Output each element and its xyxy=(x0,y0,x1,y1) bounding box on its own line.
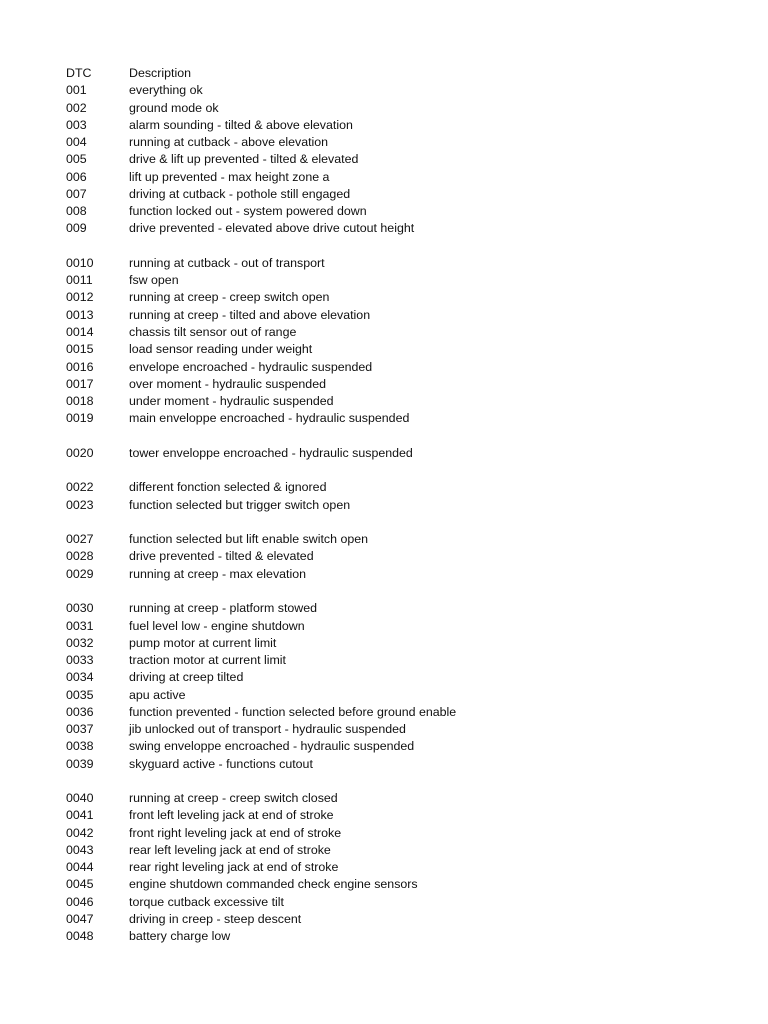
dtc-code: 0016 xyxy=(66,359,94,374)
dtc-description: function selected but trigger switch open xyxy=(129,497,351,512)
table-row xyxy=(66,359,706,376)
dtc-code: 0048 xyxy=(66,929,94,944)
table-row xyxy=(66,566,706,583)
dtc-code: 003 xyxy=(66,117,87,132)
dtc-code: 0047 xyxy=(66,912,94,927)
blank-row xyxy=(66,773,706,790)
dtc-description: function prevented - function selected before ground enable xyxy=(129,704,457,719)
dtc-description: battery charge low xyxy=(129,929,231,944)
dtc-description: drive prevented - tilted & elevated xyxy=(129,549,314,564)
table-row xyxy=(66,324,706,341)
dtc-description: running at cutback - out of transport xyxy=(129,255,325,270)
dtc-code: 0037 xyxy=(66,722,94,737)
dtc-code: 0036 xyxy=(66,704,94,719)
dtc-code: 0029 xyxy=(66,566,94,581)
table-row xyxy=(66,721,706,738)
dtc-description: running at creep - creep switch open xyxy=(129,290,330,305)
table-row xyxy=(66,704,706,721)
table-row xyxy=(66,497,706,514)
table-row xyxy=(66,894,706,911)
dtc-code: 0013 xyxy=(66,307,94,322)
dtc-code: 001 xyxy=(66,83,87,98)
dtc-code: 0012 xyxy=(66,290,94,305)
dtc-description: pump motor at current limit xyxy=(129,635,277,650)
dtc-description xyxy=(129,514,706,531)
dtc-description: front left leveling jack at end of stroke xyxy=(129,808,334,823)
dtc-code: 009 xyxy=(66,221,87,236)
dtc-description: skyguard active - functions cutout xyxy=(129,756,313,771)
dtc-code: 0043 xyxy=(66,842,94,857)
dtc-code: 0032 xyxy=(66,635,94,650)
dtc-description: fuel level low - engine shutdown xyxy=(129,618,305,633)
table-row xyxy=(66,307,706,324)
dtc-table xyxy=(66,65,706,946)
dtc-description: over moment - hydraulic suspended xyxy=(129,376,326,391)
dtc-code: 0030 xyxy=(66,601,94,616)
dtc-description: everything ok xyxy=(129,83,203,98)
dtc-code: 0039 xyxy=(66,756,94,771)
dtc-code: 005 xyxy=(66,152,87,167)
blank-row xyxy=(66,514,706,531)
dtc-description: function locked out - system powered down xyxy=(129,204,367,219)
dtc-description: engine shutdown commanded check engine sensors xyxy=(129,877,418,892)
dtc-description: jib unlocked out of transport - hydraulic suspended xyxy=(129,722,406,737)
table-row xyxy=(66,635,706,652)
dtc-description: envelope encroached - hydraulic suspended xyxy=(129,359,373,374)
dtc-code: 0010 xyxy=(66,255,94,270)
table-row xyxy=(66,393,706,410)
dtc-description: running at creep - max elevation xyxy=(129,566,307,581)
table-row xyxy=(66,134,706,151)
table-row xyxy=(66,756,706,773)
dtc-description: different fonction selected & ignored xyxy=(129,480,327,495)
dtc-description xyxy=(129,462,706,479)
dtc-code: 0011 xyxy=(66,273,93,288)
table-row xyxy=(66,807,706,824)
table-row xyxy=(66,341,706,358)
dtc-code: 0022 xyxy=(66,480,94,495)
dtc-description: lift up prevented - max height zone a xyxy=(129,169,330,184)
table-row xyxy=(66,687,706,704)
dtc-description: load sensor reading under weight xyxy=(129,342,313,357)
table-row xyxy=(66,825,706,842)
table-row xyxy=(66,790,706,807)
dtc-code: 0028 xyxy=(66,549,94,564)
dtc-code xyxy=(66,773,129,790)
dtc-description: main enveloppe encroached - hydraulic suspended xyxy=(129,411,410,426)
dtc-code: 0015 xyxy=(66,342,94,357)
table-row xyxy=(66,117,706,134)
header-code: DTC xyxy=(66,66,92,80)
dtc-code xyxy=(66,238,129,255)
dtc-description: swing enveloppe encroached - hydraulic suspended xyxy=(129,739,415,754)
dtc-code: 0033 xyxy=(66,653,94,668)
dtc-code xyxy=(66,462,129,479)
dtc-description: driving at creep tilted xyxy=(129,670,244,685)
dtc-description: traction motor at current limit xyxy=(129,653,286,668)
table-body xyxy=(66,82,706,945)
dtc-code: 0014 xyxy=(66,324,94,339)
table-row xyxy=(66,548,706,565)
dtc-description xyxy=(129,428,706,445)
table-row xyxy=(66,203,706,220)
blank-row xyxy=(66,238,706,255)
table-row xyxy=(66,842,706,859)
dtc-code xyxy=(66,428,129,445)
table-row xyxy=(66,669,706,686)
table-row xyxy=(66,169,706,186)
dtc-code: 0040 xyxy=(66,791,94,806)
dtc-description: apu active xyxy=(129,687,186,702)
dtc-code: 0035 xyxy=(66,687,94,702)
dtc-description: driving at cutback - pothole still engaged xyxy=(129,186,351,201)
dtc-code xyxy=(66,514,129,531)
dtc-description: drive prevented - elevated above drive cutout height xyxy=(129,221,415,236)
table-row xyxy=(66,410,706,427)
table-row xyxy=(66,652,706,669)
table-row xyxy=(66,82,706,99)
table-header xyxy=(66,65,706,82)
dtc-code: 0034 xyxy=(66,670,94,685)
dtc-description: under moment - hydraulic suspended xyxy=(129,394,334,409)
dtc-code: 0017 xyxy=(66,376,94,391)
dtc-description: front right leveling jack at end of stroke xyxy=(129,825,342,840)
table-row xyxy=(66,272,706,289)
dtc-code: 0023 xyxy=(66,497,94,512)
dtc-code: 004 xyxy=(66,135,87,150)
table-row xyxy=(66,100,706,117)
blank-row xyxy=(66,583,706,600)
table-row xyxy=(66,479,706,496)
dtc-description: driving in creep - steep descent xyxy=(129,912,302,927)
dtc-code: 0044 xyxy=(66,860,94,875)
dtc-code: 0027 xyxy=(66,532,94,547)
dtc-description xyxy=(129,238,706,255)
table-row xyxy=(66,928,706,945)
dtc-description: running at creep - platform stowed xyxy=(129,601,318,616)
dtc-description xyxy=(129,773,706,790)
table-row xyxy=(66,186,706,203)
table-row xyxy=(66,255,706,272)
table-row xyxy=(66,531,706,548)
dtc-description: tower enveloppe encroached - hydraulic suspended xyxy=(129,445,413,460)
table-row xyxy=(66,911,706,928)
dtc-description: running at creep - creep switch closed xyxy=(129,791,338,806)
dtc-code: 0042 xyxy=(66,825,94,840)
table-row xyxy=(66,376,706,393)
dtc-description: function selected but lift enable switch open xyxy=(129,532,369,547)
dtc-code: 0031 xyxy=(66,618,94,633)
dtc-description: ground mode ok xyxy=(129,100,219,115)
table-row xyxy=(66,151,706,168)
table-row xyxy=(66,738,706,755)
dtc-code: 0045 xyxy=(66,877,94,892)
dtc-description: alarm sounding - tilted & above elevation xyxy=(129,117,353,132)
dtc-description: torque cutback excessive tilt xyxy=(129,894,284,909)
table-row xyxy=(66,600,706,617)
dtc-description: chassis tilt sensor out of range xyxy=(129,324,297,339)
dtc-code: 0020 xyxy=(66,445,94,460)
dtc-code: 0019 xyxy=(66,411,94,426)
dtc-code: 002 xyxy=(66,100,87,115)
dtc-description: running at cutback - above elevation xyxy=(129,135,329,150)
table-row xyxy=(66,289,706,306)
table-row xyxy=(66,220,706,237)
dtc-code: 007 xyxy=(66,186,87,201)
dtc-description: rear right leveling jack at end of stroke xyxy=(129,860,339,875)
dtc-description: drive & lift up prevented - tilted & elevated xyxy=(129,152,359,167)
blank-row xyxy=(66,428,706,445)
blank-row xyxy=(66,462,706,479)
header-description: Description xyxy=(129,66,191,80)
dtc-code xyxy=(66,583,129,600)
dtc-code: 0038 xyxy=(66,739,94,754)
table-row xyxy=(66,618,706,635)
dtc-description: running at creep - tilted and above elevation xyxy=(129,307,371,322)
dtc-description xyxy=(129,583,706,600)
dtc-code: 0046 xyxy=(66,894,94,909)
dtc-code: 0018 xyxy=(66,394,94,409)
dtc-description: fsw open xyxy=(129,273,179,288)
table-row xyxy=(66,445,706,462)
dtc-code: 0041 xyxy=(66,808,94,823)
table-row xyxy=(66,876,706,893)
dtc-description: rear left leveling jack at end of stroke xyxy=(129,842,331,857)
dtc-code: 006 xyxy=(66,169,87,184)
table-row xyxy=(66,859,706,876)
dtc-code: 008 xyxy=(66,204,87,219)
